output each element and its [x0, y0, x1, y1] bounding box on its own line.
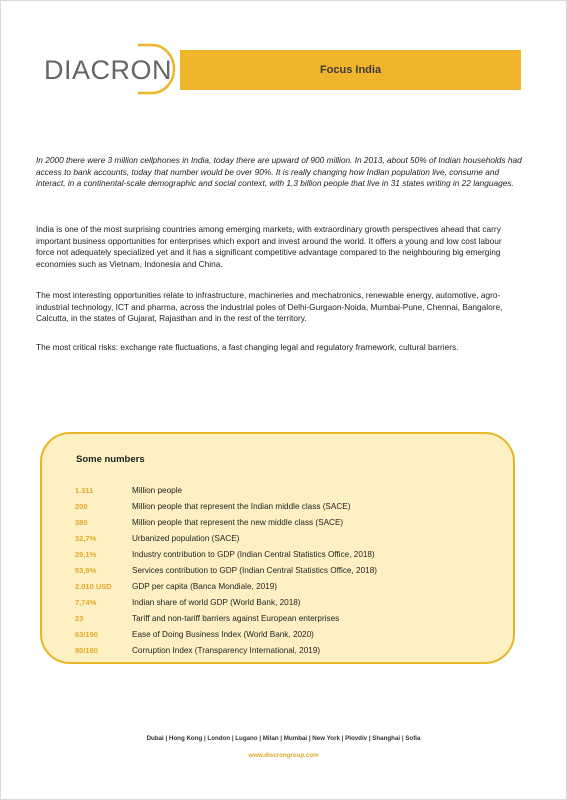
stat-description: Tariff and non-tariff barriers against European enterprises [132, 613, 340, 623]
some-numbers-title: Some numbers [76, 454, 145, 465]
stat-description: Corruption Index (Transparency International, 2019) [132, 645, 321, 655]
stat-value: 200 [75, 501, 88, 511]
diacron-logo [44, 43, 173, 95]
list-item [75, 514, 495, 530]
stat-value: 7,74% [75, 597, 97, 607]
stat-value: 32,7% [75, 533, 97, 543]
stat-description: Ease of Doing Business Index (World Bank, 2020) [132, 629, 314, 639]
stat-description: Indian share of world GDP (World Bank, 2018) [132, 597, 301, 607]
stat-value: 63/190 [75, 629, 98, 639]
stat-description: Services contribution to GDP (Indian Central Statistics Office, 2018) [132, 565, 377, 575]
body-paragraph-1: India is one of the most surprising countries among emerging markets, with extraordinary growth perspectives ahead that carry important business opportunities for enterprises which export and invest around the world. It offers a young and low cost labour force not adequately specialized yet and it has a significant competitive advantage compared to the neighbouring big emerging economies such as Vietnam, Indonesia and China. [36, 224, 502, 269]
stat-description: Million people [132, 485, 183, 495]
stat-value: 2.010 USD [75, 581, 112, 591]
stat-description: Million people that represent the new middle class (SACE) [132, 517, 344, 527]
list-item [75, 642, 495, 658]
stat-value: 1.311 [75, 485, 94, 495]
numbers-list [75, 482, 495, 658]
footer-website-link[interactable]: www.discrongroup.com [248, 752, 319, 759]
intro-paragraph: In 2000 there were 3 million cellphones in India, today there are upward of 900 million. In 2013, about 50% of Indian households had access to bank accounts, today that number would be over 90%. It is really changing how Indian population live, consume and interact, in a continental-scale demographic and social context, with 1,3 billion people that live in 31 states writing in 22 languages. [36, 155, 522, 188]
stat-value: 53,9% [75, 565, 97, 575]
list-item [75, 498, 495, 514]
some-numbers-box [40, 432, 515, 664]
list-item [75, 530, 495, 546]
list-item [75, 594, 495, 610]
body-paragraph-3: The most critical risks: exchange rate fluctuations, a fast changing legal and regulatory framework, cultural barriers. [36, 342, 459, 352]
logo-text: DIACRON [44, 55, 173, 85]
logo-d-mark [136, 43, 176, 95]
stat-description: Industry contribution to GDP (Indian Central Statistics Office, 2018) [132, 549, 375, 559]
body-paragraph-2: The most interesting opportunities relate to infrastructure, machineries and mechatronics, renewable energy, automotive, agro-industrial technology, ICT and pharma, across the industrial poles of Delhi-Gurgaon-Noida, Mumbai-Pune, Chennai, Bangalore, Calcutta, in the states of Gujarat, Rajasthan and in the rest of the territory. [36, 290, 503, 323]
list-item [75, 610, 495, 626]
footer-city-list: Dubai | Hong Kong | London | Lugano | Milan | Mumbai | New York | Plovdiv | Shanghai | Sofia [146, 735, 421, 742]
list-item [75, 578, 495, 594]
stat-value: 380 [75, 517, 88, 527]
stat-value: 23 [75, 613, 84, 623]
stat-description: GDP per capita (Banca Mondiale, 2019) [132, 581, 278, 591]
list-item [75, 626, 495, 642]
stat-value: 80/180 [75, 645, 98, 655]
list-item [75, 562, 495, 578]
list-item [75, 546, 495, 562]
header-band [180, 50, 521, 90]
stat-description: Urbanized population (SACE) [132, 533, 240, 543]
page-title: Focus India [319, 64, 382, 76]
list-item [75, 482, 495, 498]
stat-description: Million people that represent the Indian middle class (SACE) [132, 501, 351, 511]
stat-value: 29,1% [75, 549, 97, 559]
